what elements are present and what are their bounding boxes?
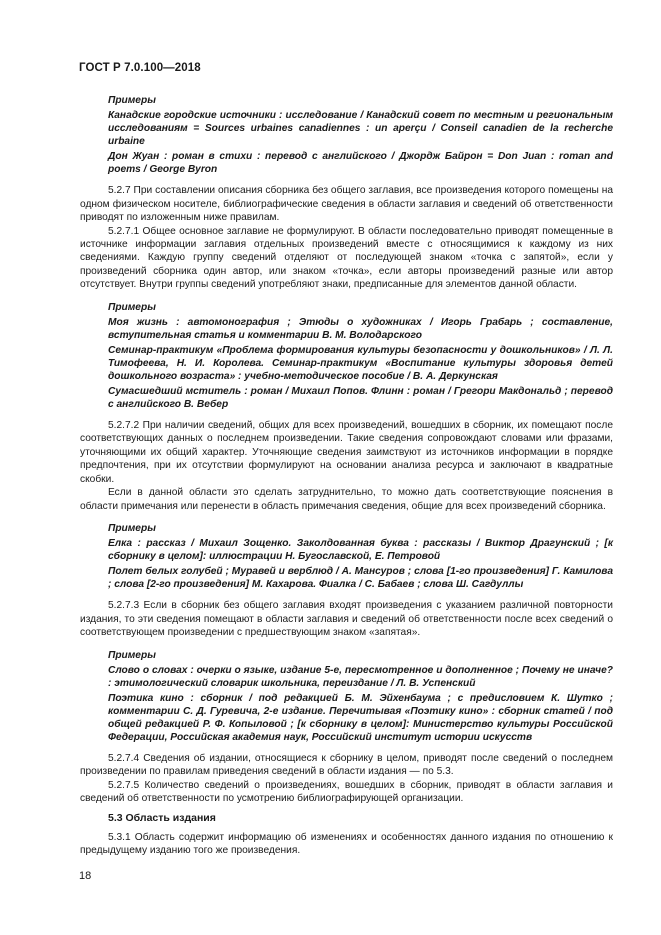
example-text: Моя жизнь : автомонография ; Этюды о художниках / Игорь Грабарь ; составление, вступительная статья и комментарии В. М. Володарского [108,317,613,342]
document-header: ГОСТ Р 7.0.100—2018 [79,62,201,74]
paragraph-5-2-7-2: 5.2.7.2 При наличии сведений, общих для всех произведений, вошедших в сборник, их помещают после соответствующих данных о последнем произведении. Такие сведения сопровождают словами или фразами, уточняющими их общий характер. Уточняющие сведения заимствуют из источников информации в порядке предпочтения, при их отсутствии формулируют на основании анализа ресурса и заключают в квадратные скобки. [80,420,613,485]
example-text: Поэтика кино : сборник / под редакцией Б. М. Эйхенбаума ; с предисловием К. Шутко ; комментарии С. Д. Гуревича, 2-е издание. Перечитывая «Поэтику кино» : сборник статей / под общей редакцией Р. Ф. Копыловой ; [к сборнику в целом]: Министерство культуры Российской Федерации, Российская академия наук, Российский институт истории искусств [108,692,613,743]
examples-label: Примеры [108,649,156,661]
paragraph-5-2-7-4: 5.2.7.4 Сведения об издании, относящиеся к сборнику в целом, приводят после сведений о последнем произведении по правилам приведения сведений в области издания — по 5.3. [80,752,613,778]
example-text: Дон Жуан : роман в стихи : перевод с английского / Джордж Байрон = Don Juan : roman and poems / George Byron [108,151,613,176]
paragraph-5-3-1: 5.3.1 Область содержит информацию об изменениях и особенностях данного издания по отношению к предыдущему изданию того же произведения. [80,831,613,857]
example-text: Семинар-практикум «Проблема формирования культуры безопасности у дошкольников» / Л. Л. Тимофеева, Н. И. Королева. Семинар-практикум «Воспитание культуры здоровья детей дошкольного возраста» : учебно-методическое пособие / В. А. Деркунская [108,345,613,383]
paragraph-5-2-7: 5.2.7 При составлении описания сборника без общего заглавия, все произведения которого помещены на одном физическом носителе, библиографические сведения в области заглавия и сведений об ответственности приводят по изложенным ниже правилам. [80,185,613,224]
paragraph-5-2-7-5: 5.2.7.5 Количество сведений о произведениях, вошедших в сборник, приводят в области заглавия и сведений об ответственности по усмотрению библиографирующей организации. [80,779,613,805]
section-heading: 5.3 Область издания [108,811,216,824]
example-text: Елка : рассказ / Михаил Зощенко. Заколдованная буква : рассказы / Виктор Драгунский ; [к сборнику в целом]: иллюстрации Н. Бугославской, Е. Петровой [108,538,613,563]
page-number: 18 [79,870,92,882]
example-text: Сумасшедший мститель : роман / Михаил Попов. Флинн : роман / Грегори Макдональд ; перевод с английского В. Вебер [108,386,613,411]
paragraph-5-2-7-1: 5.2.7.1 Общее основное заглавие не формулируют. В области последовательно приводят помещенные в источнике информации заглавия отдельных произведений вместе с относящимися к каждому из них сведениями. Каждую группу сведений отделяют от последующей знаком «точка с запятой», если у произведений сборника один автор, или знаком «точка», если авторы произведений разные или автор отсутствует. Внутри группы сведений употребляют знаки, предписанные для элементов данной области. [80,225,613,291]
examples-label: Примеры [108,301,156,313]
example-text: Канадские городские источники : исследование / Канадский совет по местным и региональным исследованиям = Sources urbaines canadiennes : un aperçu / Conseil canadien de la recherche urbaine [108,110,613,148]
paragraph-5-2-7-3: 5.2.7.3 Если в сборник без общего заглавия входят произведения с указанием различной повторности издания, то эти сведения помещают в области заглавия и сведений об ответственности после всех сведений о соответствующем произведении с предшествующим знаком «запятая». [80,600,613,639]
paragraph-5-2-7-2-continued: Если в данной области это сделать затруднительно, то можно дать соответствующие пояснения в области примечания или перенести в область примечания сведения, общие для всех произведений сборника. [80,487,613,512]
page-body [80,91,613,858]
examples-label: Примеры [108,522,156,534]
examples-label: Примеры [108,95,156,106]
example-text: Полет белых голубей ; Муравей и верблюд / А. Мансуров ; слова [1-го произведения] Г. Камилова ; слова [2-го произведения] М. Кахарова. Фиалка / С. Бабаев ; слова Ш. Сагдуллы [108,566,613,591]
example-text: Слово о словах : очерки о языке, издание 5-е, пересмотренное и дополненное ; Почему не иначе? : этимологический словарик школьника, переиздание / Л. В. Успенский [108,664,613,689]
